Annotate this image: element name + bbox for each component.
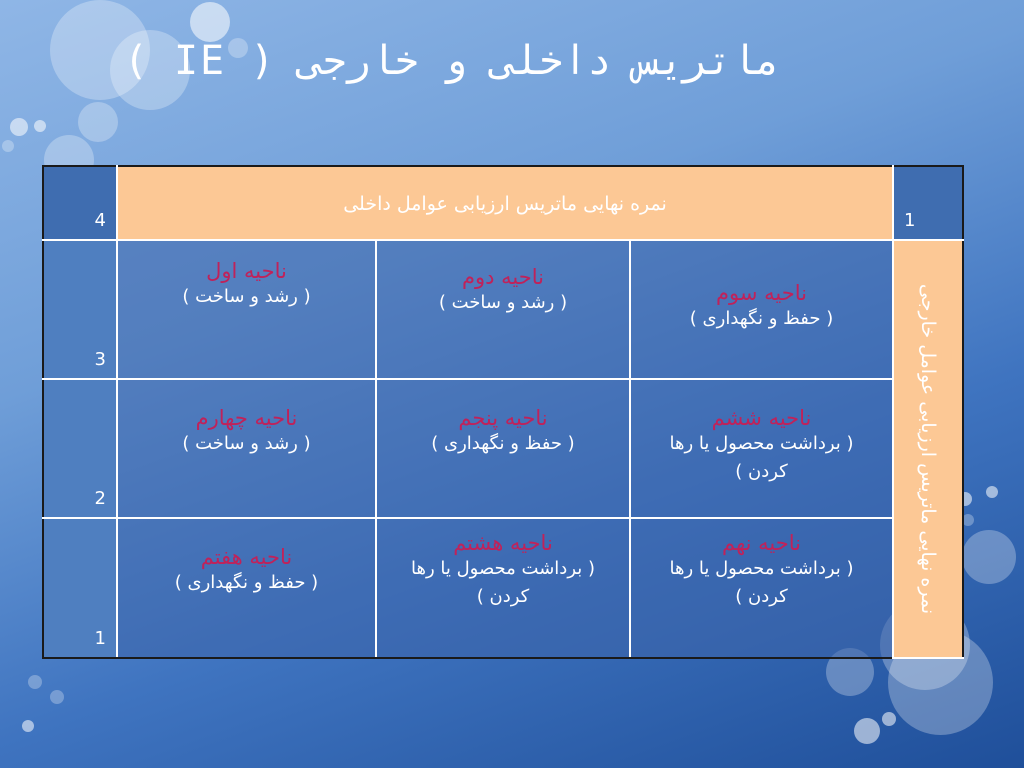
zone-cell-3 [630, 240, 893, 379]
decorative-bubble [190, 2, 230, 42]
zone-name: ناحیه هفتم [200, 545, 293, 569]
zone-name: ناحیه اول [206, 259, 287, 283]
decorative-bubble [2, 140, 14, 152]
zone-strategy: ( حفظ و نگهداری ) [174, 572, 319, 593]
slide-title: ماتریس داخلی و خارجی ( IE ) [123, 38, 780, 84]
row-score-cell [43, 240, 117, 379]
zone-cell-9 [630, 518, 893, 658]
row-score: 1 [94, 628, 106, 649]
decorative-bubble [962, 530, 1016, 584]
internal-score-min: 1 [904, 210, 916, 231]
zone-strategy: ( حفظ و نگهداری ) [431, 433, 575, 454]
decorative-bubble [854, 718, 880, 744]
external-factors-header [893, 240, 963, 658]
decorative-bubble [28, 675, 42, 689]
decorative-bubble [22, 720, 34, 732]
row-score-cell [43, 379, 117, 518]
zone-strategy: ( برداشت محصول یا رها کردن ) [669, 558, 854, 607]
zone-strategy: ( برداشت محصول یا رها کردن ) [410, 558, 596, 607]
zone-cell-5 [376, 379, 630, 518]
decorative-bubble [34, 120, 46, 132]
zone-name: ناحیه پنجم [458, 406, 548, 430]
external-header-label: نمره نهایی ماتریس ارزیابی عوامل خارجی [917, 283, 940, 615]
decorative-bubble [10, 118, 28, 136]
row-score-cell [43, 518, 117, 658]
decorative-bubble [986, 486, 998, 498]
corner-cell-left [43, 166, 117, 240]
ie-matrix-table [42, 165, 964, 659]
zone-cell-1 [117, 240, 376, 379]
zone-strategy: ( رشد و ساخت ) [182, 433, 311, 454]
zone-name: ناحیه نهم [722, 531, 801, 555]
internal-factors-header [117, 166, 893, 240]
decorative-bubble [882, 712, 896, 726]
row-score: 2 [94, 488, 106, 509]
zone-strategy: ( برداشت محصول یا رها کردن ) [669, 433, 854, 482]
zone-cell-4 [117, 379, 376, 518]
row-score: 3 [94, 349, 106, 370]
zone-strategy: ( رشد و ساخت ) [438, 292, 568, 313]
zone-cell-8 [376, 518, 630, 658]
internal-score-max: 4 [94, 210, 106, 231]
zone-name: ناحیه هشتم [453, 531, 553, 555]
zone-name: ناحیه سوم [716, 281, 807, 305]
zone-name: ناحیه ششم [711, 406, 812, 430]
corner-cell-right [893, 166, 963, 240]
zone-strategy: ( رشد و ساخت ) [182, 286, 311, 307]
zone-cell-7 [117, 518, 376, 658]
zone-strategy: ( حفظ و نگهداری ) [689, 308, 834, 329]
zone-name: ناحیه دوم [462, 265, 544, 289]
zone-name: ناحیه چهارم [195, 406, 298, 430]
zone-cell-6 [630, 379, 893, 518]
zone-cell-2 [376, 240, 630, 379]
decorative-bubble [50, 690, 64, 704]
decorative-bubble [78, 102, 118, 142]
internal-header-label: نمره نهایی ماتریس ارزیابی عوامل داخلی [343, 193, 667, 215]
